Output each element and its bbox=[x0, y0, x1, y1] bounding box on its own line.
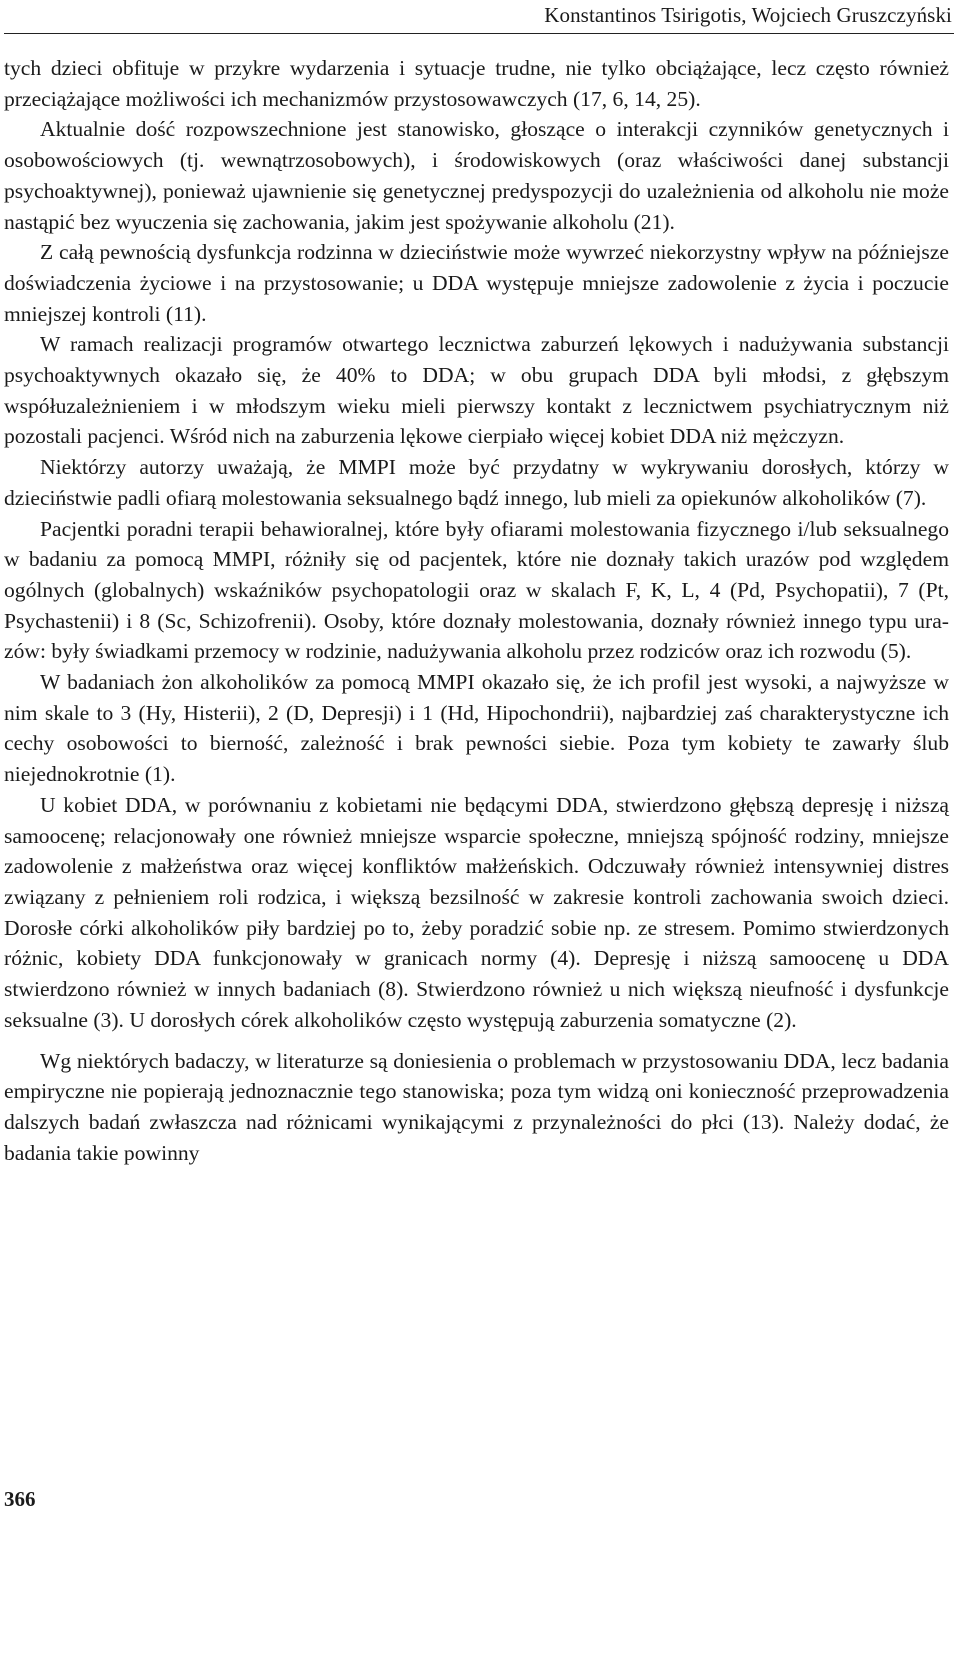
body-text bbox=[4, 53, 949, 1168]
paragraph-family-dysfunction: Z całą pewnością dysfunkcja rodzinna w dzieciństwie może wywrzeć niekorzystny wpływ na późniejsze doświadczenia życiowe i na przystosowanie; u DDA występuje mniejsze zadowolenie z życia i poczucie mniejszej kontroli (11). bbox=[4, 240, 949, 326]
paragraph-outpatient-programs: W ramach realizacji programów otwartego lecznictwa zaburzeń lękowych i nadużywania substancji psychoaktywnych okazało się, że 40% to DDA; w obu grupach DDA byli młodsi, z głębszym współuzależnieniem i w młodszym wieku mieli pierwszy kontakt z lecznictwem psychiatrycznym niż pozostali pacjenci. Wśród nich na zaburzenia lękowe cierpiało więcej kobiet DDA niż mężczyzn. bbox=[4, 332, 949, 449]
paragraph-mmpi-usefulness: Niektórzy autorzy uważają, że MMPI może być przydatny w wykrywaniu dorosłych, którzy w dzieciństwie padli ofiarą molestowania seksualnego bądź innego, lub mieli za opiekunów alkoholików (7). bbox=[4, 455, 949, 510]
paragraph-alcoholics-wives: W badaniach żon alkoholików za pomocą MMPI okazało się, że ich profil jest wysoki, a najwyższe w nim skale to 3 (Hy, Histerii), 2 (D, Depresji) i 1 (Hd, Hipochondrii), najbardziej zaś charakterystyczne ich cechy osobowości to bierność, zależność i brak pewności siebie. Poza tym kobiety te zawarły ślub niejednokrotnie (1). bbox=[4, 670, 949, 787]
header-rule bbox=[4, 33, 954, 34]
paragraph-behavioral-clinic-patients: Pacjentki poradni terapii behawioralnej, które były ofiarami molestowania fizycznego i/lub seksualnego w badaniu za pomocą MMPI, różniły się od pacjentek, które nie doznały takich urazów pod względem ogólnych (globalnych) wskaźników psychopatologii oraz w skalach F, K, L, 4 (Pd, Psychopatii), 7 (Pt, Psychastenii) i 8 (Sc, Schizofrenii). Osoby, które doznały molestowania, doznały również innego typu urazów: były świadkami przemocy w rodzinie, nadużywania alkoholu przez rodziców oraz ich rozwodu (5). bbox=[4, 516, 949, 664]
paragraph-genetic-interaction: Aktualnie dość rozpowszechnione jest stanowisko, głoszące o interakcji czynników genetycznych i osobowościowych (tj. wewnątrzosobowych), i środowiskowych (oraz właściwości danej substancji psychoaktywnej), ponieważ ujawnienie się genetycznej predyspozycji do uzależnienia od alkoholu nie może nastąpić bez wyuczenia się zachowania, jakim jest spożywanie alkoholu (21). bbox=[4, 117, 949, 234]
page-number: 366 bbox=[4, 1487, 36, 1511]
paragraph-dda-women: U kobiet DDA, w porównaniu z kobietami nie będącymi DDA, stwierdzono głębszą depresję i niższą samoocenę; relacjonowały one również mniejsze wsparcie społeczne, mniejszą spójność rodziny, mniejsze zadowolenie z małżeństwa oraz więcej konfliktów małżeńskich. Odczuwały również intensywniej distres związany z pełnieniem roli rodzica, i większą bezsilność w zakresie kontroli zachowania swoich dzieci. Dorosłe córki alkoholików piły bardziej po to, żeby poradzić sobie np. ze stresem. Pomimo stwierdzonych różnic, kobiety DDA funkcjonowały w granicach normy (4). Depresję i niższą samoocenę u DDA stwierdzono również w innych badaniach (8). Stwierdzono również u nich większą nieufność i dysfunkcje seksualne (3). U dorosłych córek alkoholików często występują zaburzenia somatyczne (2). bbox=[4, 792, 949, 1032]
paragraph-continuation: tych dzieci obfituje w przykre wydarzenia i sytuacje trudne, nie tylko obciążające, lecz często również przeciążające możliwości ich mechanizmów przystosowawczych (17, 6, 14, 25). bbox=[4, 56, 949, 111]
running-header-authors: Konstantinos Tsirigotis, Wojciech Gruszczyński bbox=[544, 3, 952, 27]
paragraph-adjustment-problems: Wg niektórych badaczy, w literaturze są doniesienia o problemach w przystosowaniu DDA, lecz badania empiryczne nie popierają jednoznacznie tego stanowiska; poza tym widzą oni konieczność przeprowadzenia dalszych badań zwłaszcza nad różnicami wynikającymi z przynależności do płci (13). Należy dodać, że badania takie powinny bbox=[4, 1048, 949, 1165]
